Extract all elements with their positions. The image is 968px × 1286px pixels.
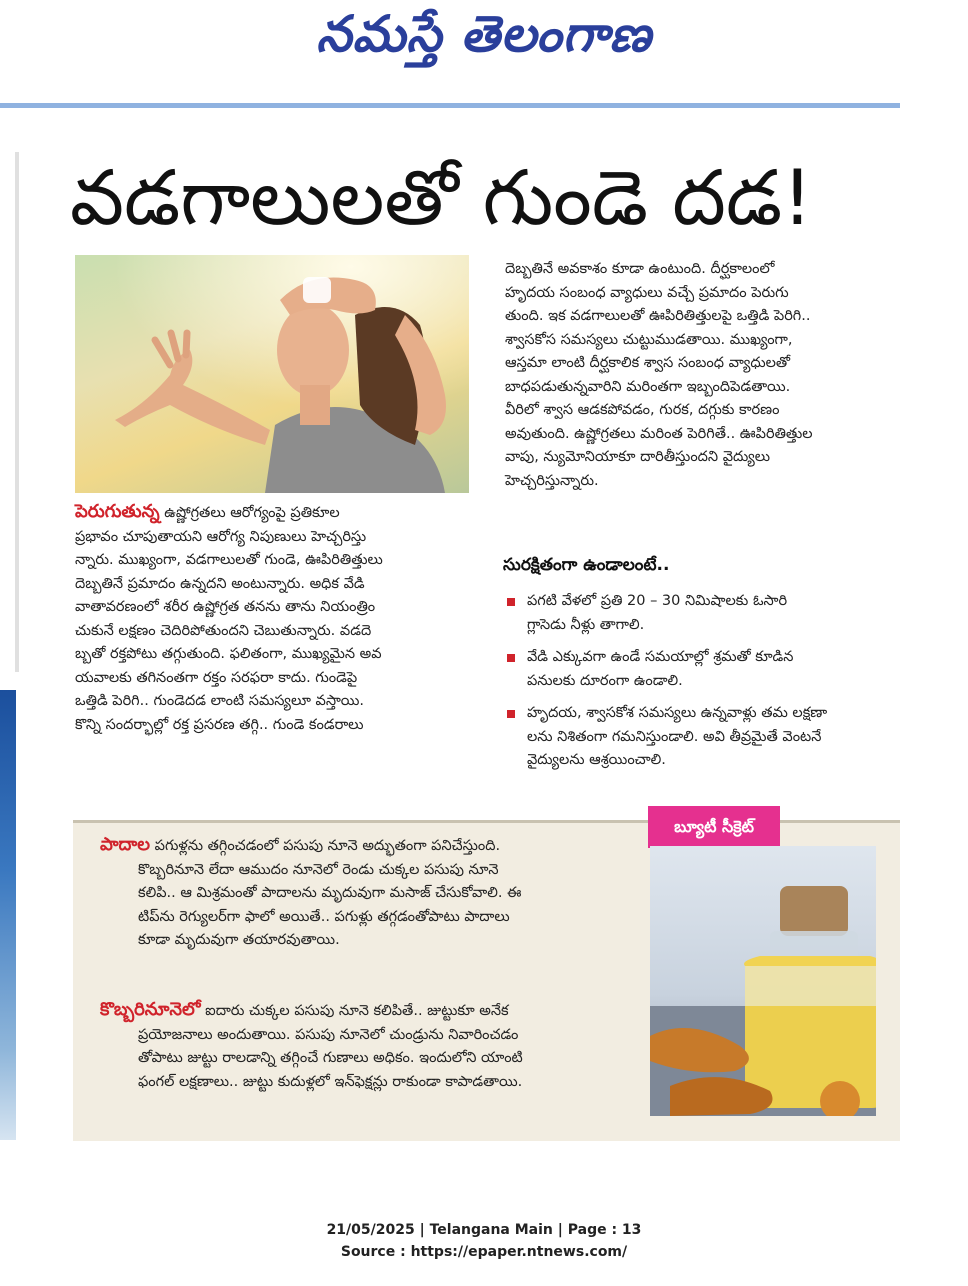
article-right-line-7: వీరిలో శ్వాస ఆడకపోవడం, గురక, దగ్గుకు కారణం <box>505 402 780 418</box>
article-right-line-8: అవుతుంది. ఉష్ణోగ్రతలు మరింత పెరిగితే.. ఊపిరితిత్తుల <box>505 425 813 442</box>
article-right-line-4: శ్వాసకోస సమస్యలు చుట్టుముడతాయి. ముఖ్యంగా, <box>505 331 793 348</box>
article-line-10: కొన్ని సందర్భాల్లో రక్త ప్రసరణ తగ్గి.. గుండె కండరాలు <box>75 716 364 733</box>
article-line-7: బ్బతో రక్తపోటు తగ్గుతుంది. ఫలితంగా, ముఖ్యమైన అవ <box>75 646 382 662</box>
article-right-line-5: ఆస్తమా లాంటి దీర్ఘకాలిక శ్వాస సంబంధ వ్యాధులతో <box>505 355 791 371</box>
article-line-3: న్నారు. ముఖ్యంగా, వడగాలులతో గుండె, ఊపిరితిత్తులు <box>75 552 383 568</box>
article-line-2: ప్రభావం చూపుతాయని ఆరోగ్య నిపుణులు హెచ్చరిస్తు <box>75 528 367 545</box>
article-right-line-3: తుంది. ఇక వడగాలులతో ఊపిరితిత్తులపై ఒత్తిడి పెరిగి.. <box>505 308 811 324</box>
bullet-square-icon <box>507 710 515 718</box>
headline: వడగాలులతో గుండె దడ! <box>70 153 813 242</box>
article-right-line-2: హృదయ సంబంధ వ్యాధులు వచ్చే ప్రమాదం పెరుగు <box>505 284 789 301</box>
bullet-square-icon <box>507 654 515 662</box>
safety-tips-list <box>505 590 905 782</box>
article-left-column <box>75 500 475 737</box>
masthead-rule <box>0 103 900 108</box>
safety-tip: హృదయ, శ్వాసకోశ సమస్యలు ఉన్నవాళ్లు తమ లక్షణా లను నిశితంగా గమనిస్తుండాలి. అవి తీవ్రమైతే వెంటనే వైద్యులను ఆశ్రయించాలి. <box>505 702 905 773</box>
article-line-1: పెరుగుతున్న ఉష్ణోగ్రతలు ఆరోగ్యంపై ప్రతికూల <box>75 501 340 522</box>
beauty-lead-hair: కొబ్బరినూనెలో <box>100 999 201 1020</box>
article-right-line-10: హెచ్చరిస్తున్నారు. <box>505 472 599 489</box>
turmeric-oil-photo <box>650 846 876 1116</box>
article-right-column <box>505 258 905 493</box>
beauty-paragraph-feet: పాదాల పగుళ్లను తగ్గించడంలో పసుపు నూనె అద్భుతంగా పనిచేస్తుంది. కొబ్బరినూనె లేదా ఆముదం నూనెలో రెండు చుక్కల పసుపు నూనె కలిపి.. ఆ మిశ్రమంతో పాదాలను మృదువుగా మసాజ్ చేసుకోవాలి. ఈ టిప్‌ను రెగ్యులర్‌గా ఫాలో అయితే.. పగుళ్లు తగ్గడంతోపాటు పాదాలు కూడా మృదువుగా తయారవుతాయి. <box>100 834 522 948</box>
beauty-secret-badge: బ్యూటీ సీక్రెట్ <box>648 806 780 848</box>
article-line-6: చుకునే లక్షణం చెదిరిపోతుందని చెబుతున్నారు. వడదె <box>75 622 372 639</box>
article-line-5: వాతావరణంలో శరీర ఉష్ణోగ్రత తనను తాను నియంత్రిం <box>75 599 376 615</box>
article-right-line-6: బాధపడుతున్నవారిని మరింతగా ఇబ్బందిపెడతాయి. <box>505 378 791 395</box>
safety-tip: పగటి వేళలో ప్రతి 20 – 30 నిమిషాలకు ఓసారి గ్లాసెడు నీళ్లు తాగాలి. <box>505 590 905 637</box>
left-margin-rule <box>15 152 19 672</box>
safety-subheading: సురక్షితంగా ఉండాలంటే.. <box>503 555 670 575</box>
bullet-square-icon <box>507 598 515 606</box>
footer-issue-info: 21/05/2025 | Telangana Main | Page : 13 <box>326 1222 642 1238</box>
article-right-line-1: దెబ్బతినే అవకాశం కూడా ఉంటుంది. దీర్ఘకాలంలో <box>505 261 775 277</box>
safety-tip: వేడి ఎక్కువగా ఉండే సమయాల్లో శ్రమతో కూడిన పనులకు దూరంగా ఉండాలి. <box>505 646 905 693</box>
article-lead-word: పెరుగుతున్న <box>75 501 160 522</box>
adjacent-page-strip <box>0 690 16 1140</box>
footer-source-link[interactable]: Source : https://epaper.ntnews.com/ <box>340 1244 628 1260</box>
article-line-8: యవాలకు తగినంతగా రక్తం సరఫరా కాదు. గుండెపై <box>75 669 358 686</box>
article-line-4: దెబ్బతినే ప్రమాదం ఉన్నదని అంటున్నారు. అధిక వేడి <box>75 575 365 592</box>
beauty-lead-feet: పాదాల <box>100 834 151 855</box>
article-right-line-9: వాపు, న్యుమోనియాకూ దారితీస్తుందని వైద్యులు <box>505 449 771 465</box>
woman-in-heat-photo <box>75 255 469 493</box>
beauty-paragraph-hair: కొబ్బరినూనెలో ఐదారు చుక్కల పసుపు నూనె కలిపితే.. జుట్టుకూ అనేక ప్రయోజనాలు అందుతాయి. పసుపు నూనెలో చుండ్రును నివారించడం తోపాటు జుట్టు రాలడాన్ని తగ్గించే గుణాలు అధికం. ఇందులోని యాంటి ఫంగల్ లక్షణాలు.. జుట్టు కుదుళ్లలో ఇన్‌ఫెక్షన్లు రాకుండా కాపాడతాయి. <box>100 999 523 1090</box>
article-line-9: ఒత్తిడి పెరిగి.. గుండెదడ లాంటి సమస్యలూ వస్తాయి. <box>75 693 365 709</box>
masthead-title: నమస్తే తెలంగాణ <box>316 4 652 63</box>
